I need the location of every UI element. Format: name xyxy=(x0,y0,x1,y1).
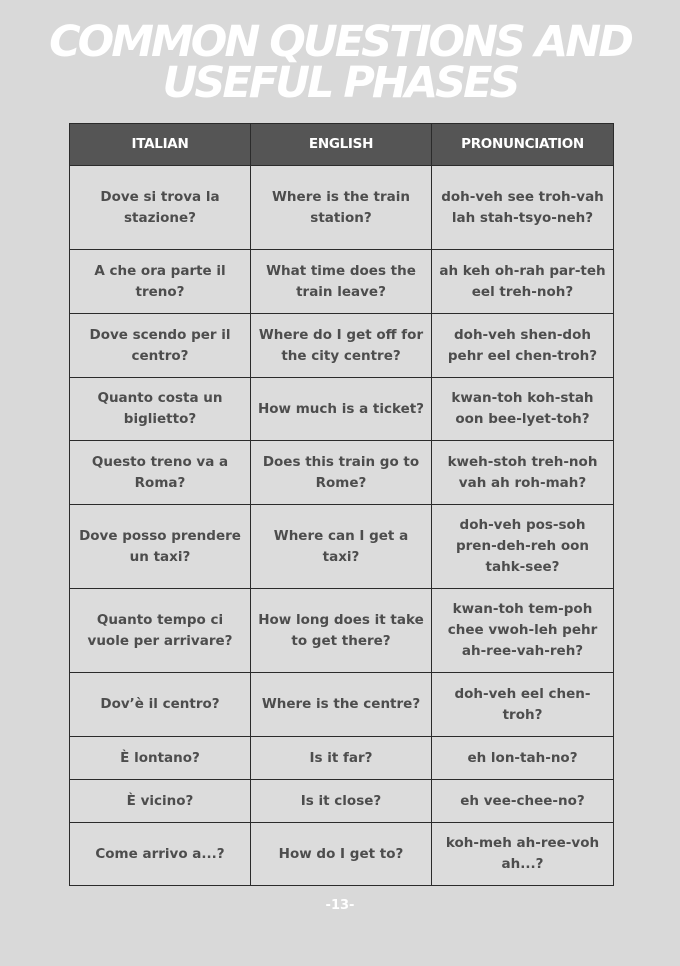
table-header-row xyxy=(70,124,614,166)
page-number: -13- xyxy=(325,898,355,913)
column-header-italian: ITALIAN xyxy=(70,124,251,166)
cell-italian: A che ora parte il treno? xyxy=(70,250,251,314)
page-title xyxy=(0,17,680,108)
title-line-1: COMMON QUESTIONS AND xyxy=(49,17,631,67)
cell-english: How long does it take to get there? xyxy=(251,589,432,673)
cell-english: Where is the centre? xyxy=(251,673,432,737)
cell-italian: Come arrivo a...? xyxy=(70,823,251,886)
cell-pronunciation: kweh-stoh treh-noh vah ah roh-mah? xyxy=(432,441,614,505)
cell-english: Where can I get a taxi? xyxy=(251,505,432,589)
table-row xyxy=(70,378,614,441)
cell-italian: Questo treno va a Roma? xyxy=(70,441,251,505)
cell-pronunciation: eh vee-chee-no? xyxy=(432,780,614,823)
table-row xyxy=(70,780,614,823)
cell-pronunciation: doh-veh shen-doh pehr eel chen-troh? xyxy=(432,314,614,378)
cell-pronunciation: eh lon-tah-no? xyxy=(432,737,614,780)
phrase-table xyxy=(69,123,614,886)
cell-pronunciation: ah keh oh-rah par-teh eel treh-noh? xyxy=(432,250,614,314)
cell-italian: È lontano? xyxy=(70,737,251,780)
cell-english: Is it close? xyxy=(251,780,432,823)
cell-english: Does this train go to Rome? xyxy=(251,441,432,505)
table-row xyxy=(70,441,614,505)
cell-pronunciation: doh-veh pos-soh pren-deh-reh oon tahk-see? xyxy=(432,505,614,589)
column-header-english: ENGLISH xyxy=(251,124,432,166)
cell-english: How do I get to? xyxy=(251,823,432,886)
table-row xyxy=(70,250,614,314)
cell-italian: Dove posso prendere un taxi? xyxy=(70,505,251,589)
cell-pronunciation: doh-veh eel chen-troh? xyxy=(432,673,614,737)
cell-italian: È vicino? xyxy=(70,780,251,823)
cell-english: What time does the train leave? xyxy=(251,250,432,314)
column-header-pronunciation: PRONUNCIATION xyxy=(432,124,614,166)
cell-italian: Dov’è il centro? xyxy=(70,673,251,737)
cell-english: Is it far? xyxy=(251,737,432,780)
cell-english: Where do I get off for the city centre? xyxy=(251,314,432,378)
cell-italian: Dove scendo per il centro? xyxy=(70,314,251,378)
cell-italian: Quanto tempo ci vuole per arrivare? xyxy=(70,589,251,673)
table-row xyxy=(70,589,614,673)
table-row xyxy=(70,505,614,589)
cell-italian: Dove si trova la stazione? xyxy=(70,166,251,250)
table-row xyxy=(70,166,614,250)
table-row xyxy=(70,737,614,780)
cell-english: Where is the train station? xyxy=(251,166,432,250)
title-line-2: USEFUL PHASES xyxy=(162,58,518,108)
cell-pronunciation: kwan-toh koh-stah oon bee-lyet-toh? xyxy=(432,378,614,441)
cell-italian: Quanto costa un biglietto? xyxy=(70,378,251,441)
cell-pronunciation: kwan-toh tem-poh chee vwoh-leh pehr ah-ree-vah-reh? xyxy=(432,589,614,673)
cell-english: How much is a ticket? xyxy=(251,378,432,441)
cell-pronunciation: doh-veh see troh-vah lah stah-tsyo-neh? xyxy=(432,166,614,250)
table-row xyxy=(70,823,614,886)
cell-pronunciation: koh-meh ah-ree-voh ah...? xyxy=(432,823,614,886)
table-row xyxy=(70,314,614,378)
table-row xyxy=(70,673,614,737)
